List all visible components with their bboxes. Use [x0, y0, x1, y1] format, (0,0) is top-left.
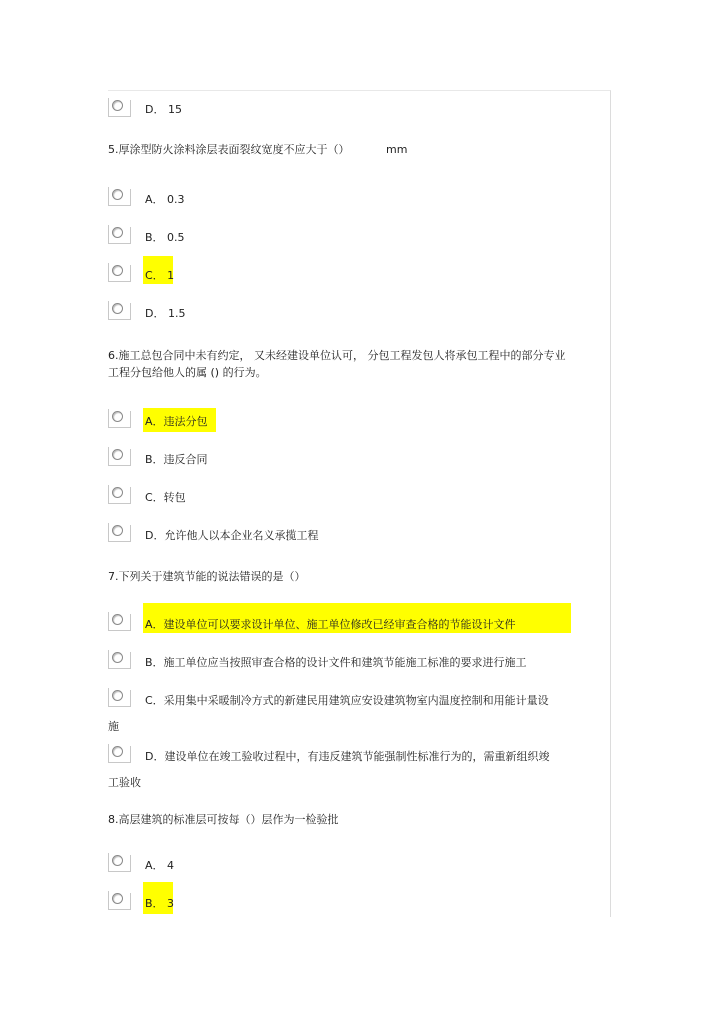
radio-q6-a[interactable] [108, 409, 130, 427]
option-q6-c: C．转包 [145, 491, 186, 504]
option-q7-a: A．建设单位可以要求设计单位、施工单位修改已经审查合格的节能设计文件 [145, 618, 516, 631]
option-q4-d: D． 15 [145, 103, 182, 116]
radio-q5-b[interactable] [108, 225, 130, 243]
option-q7-d: D．建设单位在竣工验收过程中，有违反建筑节能强制性标准行为的，需重新组织竣 [145, 750, 550, 763]
option-q8-b: B． 3 [145, 897, 175, 910]
option-q7-c-wrap: 施 [108, 720, 119, 733]
radio-q7-b[interactable] [108, 650, 130, 668]
option-q6-a: A．违法分包 [145, 415, 208, 428]
radio-q7-c[interactable] [108, 688, 130, 706]
radio-q5-a[interactable] [108, 187, 130, 205]
radio-q7-a[interactable] [108, 612, 130, 630]
question-5-stem: 5.厚涂型防火涂料涂层表面裂纹宽度不应大于（） [108, 143, 350, 156]
radio-q5-d[interactable] [108, 301, 130, 319]
option-q5-d: D． 1.5 [145, 307, 186, 320]
option-q6-d: D．允许他人以本企业名义承揽工程 [145, 529, 319, 542]
question-7-stem: 7.下列关于建筑节能的说法错误的是（） [108, 570, 306, 583]
radio-q4-d[interactable] [108, 98, 130, 116]
option-q7-c: C．采用集中采暖制冷方式的新建民用建筑应安设建筑物室内温度控制和用能计量设 [145, 694, 549, 707]
radio-q6-d[interactable] [108, 523, 130, 541]
radio-q8-a[interactable] [108, 853, 130, 871]
option-q6-b: B．违反合同 [145, 453, 208, 466]
question-5-unit: mm [386, 143, 408, 156]
question-6-stem-line-2: 工程分包给他人的属 () 的行为。 [108, 366, 267, 379]
radio-q6-c[interactable] [108, 485, 130, 503]
radio-q8-b[interactable] [108, 891, 130, 909]
option-q5-a: A． 0.3 [145, 193, 185, 206]
radio-q6-b[interactable] [108, 447, 130, 465]
radio-q5-c[interactable] [108, 263, 130, 281]
option-q7-b: B．施工单位应当按照审查合格的设计文件和建筑节能施工标准的要求进行施工 [145, 656, 527, 669]
question-6-stem-line-1: 6.施工总包合同中未有约定， 又未经建设单位认可， 分包工程发包人将承包工程中的部分专业 [108, 349, 566, 362]
option-q5-c: C． 1 [145, 269, 175, 282]
question-8-stem: 8.高层建筑的标准层可按每（）层作为一检验批 [108, 813, 339, 826]
option-q8-a: A． 4 [145, 859, 175, 872]
option-q7-d-wrap: 工验收 [108, 776, 141, 789]
option-q5-b: B． 0.5 [145, 231, 185, 244]
radio-q7-d[interactable] [108, 744, 130, 762]
